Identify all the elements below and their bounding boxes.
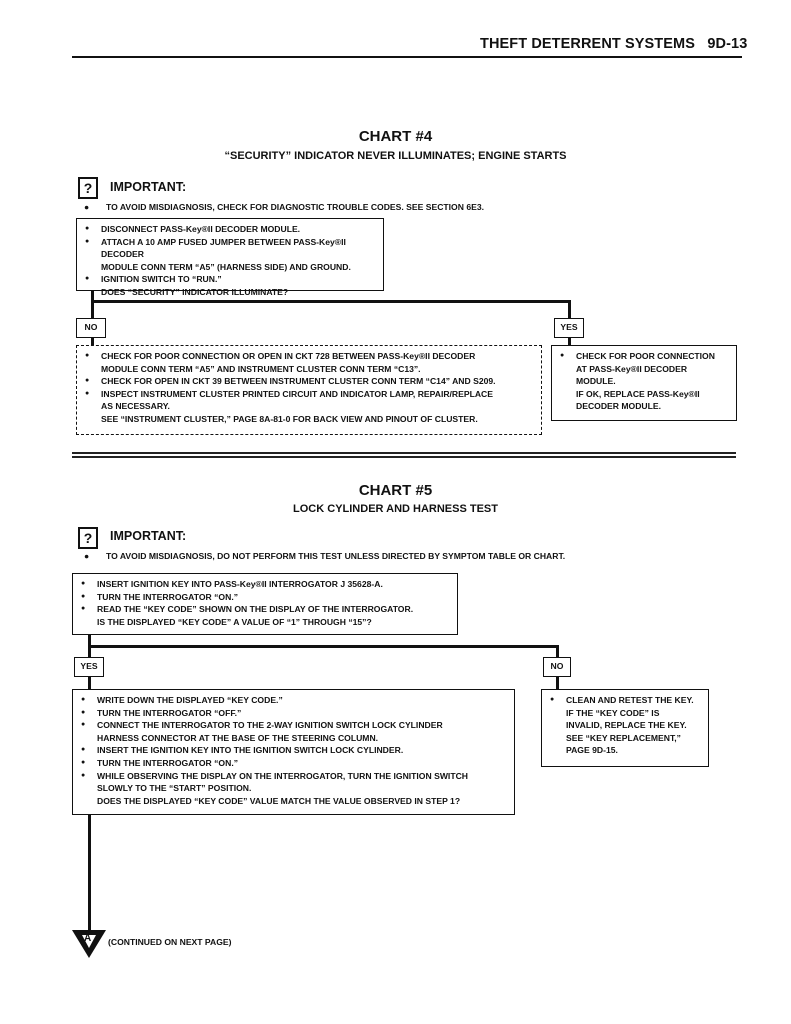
chart4-no-branch-box — [76, 345, 542, 435]
step-item: ● CHECK FOR OPEN IN CKT 39 BETWEEN INSTRUMENT CLUSTER CONN TERM “C14” AND S209. — [85, 375, 535, 388]
page-number: 9D-13 — [707, 36, 748, 52]
chart5-yes-label: YES — [74, 657, 104, 677]
step-item: MODULE CONN TERM “A5” AND INSTRUMENT CLUSTER CONN TERM “C13”. — [101, 363, 421, 374]
step-item: PAGE 9D-15. — [566, 745, 618, 756]
connector-letter: A — [84, 933, 92, 944]
step-item: IF OK, REPLACE PASS-Key®II — [576, 388, 700, 399]
step-item: ● TURN THE INTERROGATOR “ON.” — [81, 757, 508, 770]
step-item: ● DISCONNECT PASS-Key®II DECODER MODULE. — [85, 223, 377, 236]
chart4-title: CHART #4 — [358, 128, 433, 145]
step-item: MODULE CONN TERM “A5” (HARNESS SIDE) AND GROUND. — [101, 261, 351, 272]
important-icon: ? — [78, 527, 98, 549]
step-item: ● CHECK FOR POOR CONNECTION — [560, 350, 730, 363]
chart5-no-label: NO — [543, 657, 571, 677]
section-divider — [72, 452, 736, 458]
important-icon: ? — [78, 177, 98, 199]
step-item: SEE “INSTRUMENT CLUSTER,” PAGE 8A-81-0 FOR BACK VIEW AND PINOUT OF CLUSTER. — [101, 413, 478, 424]
chart5-no-branch-box — [541, 689, 709, 767]
step-item: HARNESS CONNECTOR AT THE BASE OF THE STEERING COLUMN. — [97, 732, 379, 743]
step-item: ● IGNITION SWITCH TO “RUN.” — [85, 273, 377, 286]
continuation-connector-icon — [71, 929, 107, 959]
step-item: DECODER MODULE. — [576, 401, 661, 412]
step-item: ● INSPECT INSTRUMENT CLUSTER PRINTED CIRCUIT AND INDICATOR LAMP, REPAIR/REPLACE — [85, 388, 535, 401]
step-item: ● TURN THE INTERROGATOR “OFF.” — [81, 707, 508, 720]
step-item: ● WHILE OBSERVING THE DISPLAY ON THE INTERROGATOR, TURN THE IGNITION SWITCH — [81, 770, 508, 783]
step-item: DOES THE DISPLAYED “KEY CODE” VALUE MATCH THE VALUE OBSERVED IN STEP 1? — [97, 795, 461, 806]
chart4-yes-label: YES — [554, 318, 584, 338]
continued-note: (CONTINUED ON NEXT PAGE) — [108, 937, 232, 947]
chart5-subtitle: LOCK CYLINDER AND HARNESS TEST — [293, 503, 498, 515]
header-rule — [72, 56, 742, 58]
step-item: SEE “KEY REPLACEMENT,” — [566, 732, 681, 743]
chart4-step1-box — [76, 218, 384, 297]
chart5-step1-box — [72, 573, 458, 635]
step-item: DOES “SECURITY” INDICATOR ILLUMINATE? — [101, 286, 289, 297]
chart4-no-label: NO — [76, 318, 106, 338]
page-header — [480, 36, 747, 52]
bullet-icon: ● — [84, 202, 90, 212]
chart4-yes-branch-box — [551, 345, 737, 421]
step-item: AS NECESSARY. — [101, 401, 170, 412]
step-item: ● CONNECT THE INTERROGATOR TO THE 2-WAY IGNITION SWITCH LOCK CYLINDER — [81, 719, 508, 732]
important-label: IMPORTANT: — [110, 180, 187, 194]
step-item: ● INSERT IGNITION KEY INTO PASS-Key®II INTERROGATOR J 35628-A. — [81, 578, 451, 591]
step-item: ● INSERT THE IGNITION KEY INTO THE IGNITION SWITCH LOCK CYLINDER. — [81, 744, 508, 757]
step-item: ● WRITE DOWN THE DISPLAYED “KEY CODE.” — [81, 694, 508, 707]
step-item: ● CLEAN AND RETEST THE KEY. — [550, 694, 702, 707]
important-note: ● TO AVOID MISDIAGNOSIS, CHECK FOR DIAGNOSTIC TROUBLE CODES. SEE SECTION 6E3. — [84, 202, 485, 212]
step-item: ● ATTACH A 10 AMP FUSED JUMPER BETWEEN PASS-Key®II DECODER — [85, 236, 377, 261]
flow-line — [91, 291, 94, 318]
step-item: ● TURN THE INTERROGATOR “ON.” — [81, 591, 451, 604]
step-item: ● READ THE “KEY CODE” SHOWN ON THE DISPLAY OF THE INTERROGATOR. — [81, 603, 451, 616]
important-label: IMPORTANT: — [110, 529, 187, 543]
bullet-icon: ● — [84, 551, 90, 561]
section-title: THEFT DETERRENT SYSTEMS — [480, 36, 695, 52]
step-item: SLOWLY TO THE “START” POSITION. — [97, 783, 252, 794]
step-item: IF THE “KEY CODE” IS — [566, 707, 660, 718]
flow-line — [91, 300, 571, 303]
flow-line — [568, 338, 571, 345]
important-note: ● TO AVOID MISDIAGNOSIS, DO NOT PERFORM THIS TEST UNLESS DIRECTED BY SYMPTOM TABLE OR CHART. — [84, 551, 566, 561]
step-item: MODULE. — [576, 376, 616, 387]
chart5-title: CHART #5 — [358, 482, 433, 499]
step-item: INVALID, REPLACE THE KEY. — [566, 720, 687, 731]
flow-line — [568, 300, 571, 318]
chart5-yes-branch-box — [72, 689, 515, 815]
step-item: AT PASS-Key®II DECODER — [576, 363, 688, 374]
flow-line — [88, 677, 91, 689]
flow-line — [88, 645, 559, 648]
chart4-subtitle: “SECURITY” INDICATOR NEVER ILLUMINATES; ENGINE STARTS — [224, 150, 567, 162]
step-item: IS THE DISPLAYED “KEY CODE” A VALUE OF “1” THROUGH “15”? — [97, 616, 372, 627]
flow-line — [88, 815, 91, 935]
flow-line — [556, 645, 559, 657]
step-item: ● CHECK FOR POOR CONNECTION OR OPEN IN CKT 728 BETWEEN PASS-Key®II DECODER — [85, 350, 535, 363]
